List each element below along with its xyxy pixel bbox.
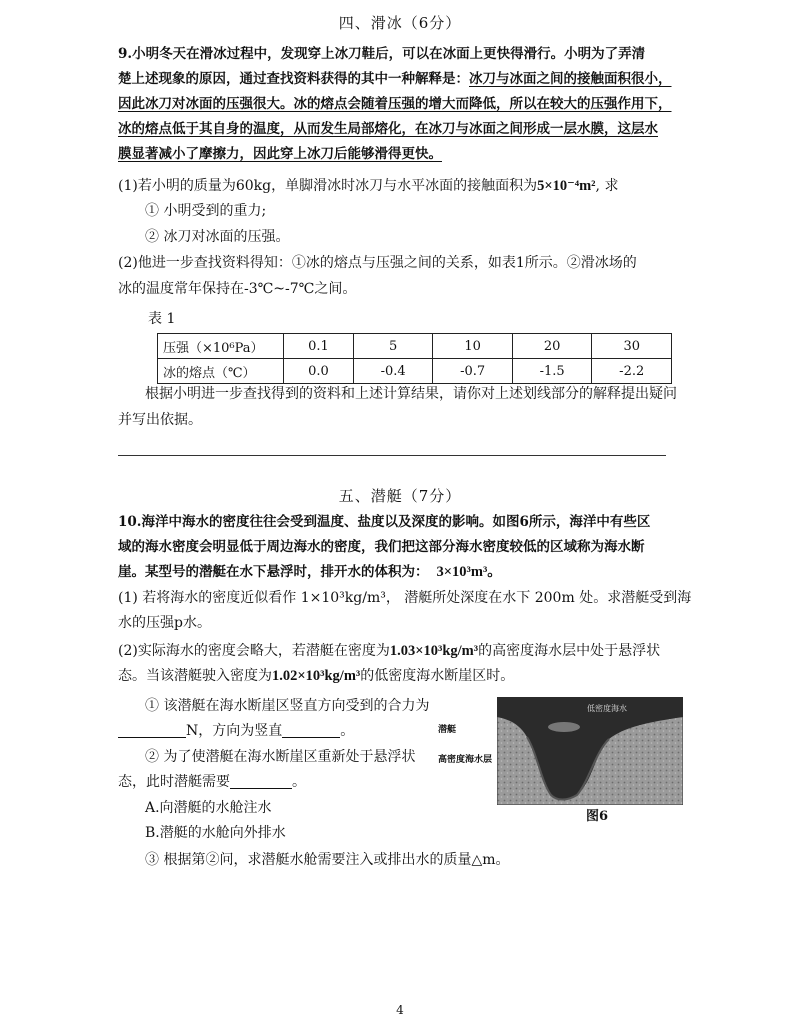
q2-line-2: [118, 665, 514, 687]
intro-line: [118, 67, 690, 92]
intro-line: [118, 92, 690, 117]
sub1-text: N，方向为竖直: [186, 723, 283, 739]
volume-formula: 3×10³m³。: [436, 564, 502, 580]
q1-text: (1)若小明的质量为60kg，单脚滑冰时冰刀与水平冰面的接触面积为: [118, 178, 538, 194]
underlined-explanation: 冰刀与冰面之间的接触面积很小，: [469, 71, 672, 87]
sub-question-2-blank: [118, 771, 306, 793]
q2-text: (2)实际海水的密度会略大，若潜艇在密度为: [118, 643, 390, 659]
intro-text: 崖。某型号的潜艇在水下悬浮时，排开水的体积为：: [118, 564, 429, 580]
submarine-shape: [548, 722, 580, 732]
intro-line: [118, 117, 690, 142]
q1-part-a: ① 小明受到的重力;: [145, 203, 267, 219]
sub-question-1: ① 该潜艇在海水断崖区竖直方向受到的合力为: [145, 698, 430, 714]
section-5-intro: [118, 510, 690, 585]
section-4-intro: [118, 42, 690, 167]
q2-text: 的低密度海水断崖区时。: [360, 668, 515, 684]
table-cell: 0.0: [284, 359, 354, 384]
direction-blank[interactable]: [282, 723, 340, 738]
sub2-text: 。: [292, 774, 306, 790]
closing-line-2: 并写出依据。: [118, 412, 202, 428]
q1-line-2: 水的压强p水。: [118, 615, 211, 631]
table-cell: -1.5: [512, 359, 592, 384]
low-density-formula: 1.02×10³kg/m³: [272, 668, 361, 684]
intro-line: [118, 560, 690, 585]
table-cell: -2.2: [592, 359, 672, 384]
sub1-text: 。: [340, 723, 355, 739]
table-cell: 10: [433, 334, 513, 359]
intro-text: 楚上述现象的原因，通过查找资料获得的其中一种解释是：: [118, 71, 469, 87]
q1-prompt: [118, 175, 618, 197]
intro-line: 域的海水密度会明显低于周边海水的密度，我们把这部分海水密度较低的区域称为海水断: [118, 539, 645, 555]
contact-area-formula: 5×10⁻⁴m²: [537, 178, 596, 194]
sub-question-2: ② 为了使潜艇在海水断崖区重新处于悬浮状: [145, 749, 416, 765]
page-number: 4: [396, 1003, 404, 1017]
q2-line-2: 冰的温度常年保持在-3℃~-7℃之间。: [118, 281, 357, 297]
action-blank[interactable]: [230, 774, 292, 789]
intro-line: [118, 42, 690, 67]
intro-line: 10.海洋中海水的密度往往会受到温度、盐度以及深度的影响。如图6所示，海洋中有些区: [118, 514, 651, 530]
underlined-explanation: 因此冰刀对冰面的压强很大。: [118, 96, 294, 112]
table-label: 表 1: [148, 311, 176, 327]
q1-text-end: , 求: [595, 178, 619, 194]
table-row: [158, 359, 672, 384]
section-divider: [118, 455, 666, 456]
intro-text: 9.小明冬天在滑冰过程中，发现穿上冰刀鞋后，可以在冰面上更快得滑行。小明为了弄清: [118, 46, 646, 62]
underlined-explanation: 冰的熔点会随着压强的增大而降低，所以在较大的压强作用下，: [293, 96, 672, 112]
option-a: A.向潜艇的水舱注水: [145, 800, 272, 816]
high-density-formula: 1.03×10³kg/m³: [389, 643, 479, 659]
section-5-title: 五、潜艇（7分）: [338, 487, 462, 505]
net-force-blank[interactable]: [118, 723, 186, 738]
sub-question-1-blanks: [118, 720, 354, 742]
q1-line-1: (1) 若将海水的密度近似看作 1×10³kg/m³， 潜艇所处深度在水下 200m 处。求潜艇受到海: [118, 590, 692, 606]
submarine-label: 潜艇: [438, 725, 457, 735]
table-cell: -0.4: [353, 359, 433, 384]
table-row: [158, 334, 672, 359]
q2-text: 的高密度海水层中处于悬浮状: [478, 643, 661, 659]
q2-line-1: [118, 640, 660, 662]
q2-line-1: (2)他进一步查找资料得知：①冰的熔点与压强之间的关系，如表1所示。②滑冰场的: [118, 255, 637, 271]
table-cell: 20: [512, 334, 592, 359]
figure-caption: 图6: [586, 809, 609, 824]
intro-line: [118, 142, 690, 167]
q2-text: 态。当该潜艇驶入密度为: [118, 668, 272, 684]
underlined-explanation: 膜显著减小了摩擦力，因此穿上冰刀后能够滑得更快。: [118, 146, 442, 162]
table-row-header: 冰的熔点（℃）: [158, 359, 284, 384]
section-4-title: 四、滑冰（6分）: [338, 14, 462, 32]
low-density-label: 低密度海水: [587, 704, 627, 713]
melting-point-table: [157, 333, 672, 384]
ocean-cliff-figure: [497, 697, 683, 805]
table-cell: 0.1: [284, 334, 354, 359]
underlined-explanation: 冰的熔点低于其自身的温度，从而发生局部熔化，在冰刀与冰面之间形成一层水膜，这层水: [118, 121, 658, 137]
table-cell: 5: [353, 334, 433, 359]
table-cell: 30: [592, 334, 672, 359]
table-row-header: 压强（×10⁶Pa）: [158, 334, 284, 359]
q1-part-b: ② 冰刀对冰面的压强。: [145, 229, 290, 245]
table-cell: -0.7: [433, 359, 513, 384]
sub2-text: 态，此时潜艇需要: [118, 774, 230, 790]
sub-question-3: ③ 根据第②问，求潜艇水舱需要注入或排出水的质量△m。: [145, 852, 510, 868]
closing-line-1: 根据小明进一步查找得到的资料和上述计算结果，请你对上述划线部分的解释提出疑问: [145, 386, 677, 402]
option-b: B.潜艇的水舱向外排水: [145, 825, 286, 841]
high-density-layer-label: 高密度海水层: [438, 755, 493, 765]
ocean-cliff-illustration: [497, 697, 683, 805]
